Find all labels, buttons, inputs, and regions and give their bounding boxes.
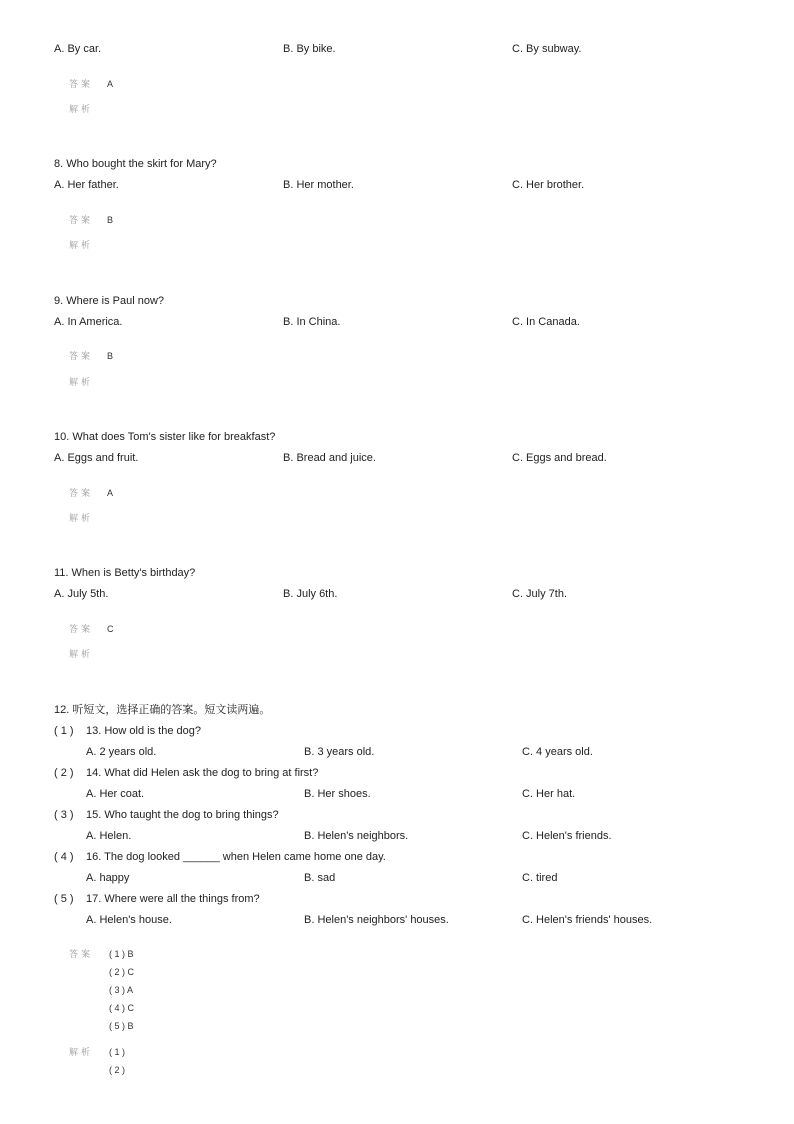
answer-value: ( 3 ) A: [109, 985, 134, 995]
option-c: C. Helen's friends' houses.: [522, 914, 653, 926]
sub-question-text: 17. Where were all the things from?: [86, 893, 260, 905]
option-b: B. sad: [304, 872, 336, 884]
answer-value: A: [107, 79, 114, 89]
option-b: B. Bread and juice.: [283, 452, 376, 464]
sub-question-text: 15. Who taught the dog to bring things?: [86, 809, 279, 821]
option-a: A. In America.: [54, 316, 123, 328]
option-c: C. In Canada.: [512, 316, 580, 328]
answer-value: ( 5 ) B: [109, 1021, 134, 1031]
sub-question-text: 16. The dog looked ______ when Helen came home one day.: [86, 851, 386, 863]
option-a: A. 2 years old.: [86, 746, 157, 758]
sub-number: ( 5 ): [54, 893, 74, 905]
question-text: 12. 听短文，选择正确的答案。短文读两遍。: [54, 704, 271, 716]
analysis-item: ( 2 ): [109, 1065, 126, 1075]
sub-number: ( 3 ): [54, 809, 74, 821]
option-a: A. Eggs and fruit.: [54, 452, 139, 464]
option-a: A. Her father.: [54, 179, 119, 191]
analysis-label: 解析: [69, 240, 94, 250]
option-c: C. 4 years old.: [522, 746, 593, 758]
analysis-item: ( 1 ): [109, 1047, 126, 1057]
option-a: A. Her coat.: [86, 788, 145, 800]
analysis-label: 解析: [69, 377, 94, 387]
option-b: B. By bike.: [283, 43, 336, 55]
option-b: B. July 6th.: [283, 588, 338, 600]
sub-number: ( 4 ): [54, 851, 74, 863]
option-a: A. Helen.: [86, 830, 132, 842]
option-c: C. tired: [522, 872, 558, 884]
option-c: C. By subway.: [512, 43, 582, 55]
answer-value: ( 2 ) C: [109, 967, 135, 977]
answer-label: 答案: [69, 79, 94, 89]
analysis-label: 解析: [69, 649, 94, 659]
option-c: C. July 7th.: [512, 588, 568, 600]
sub-question-text: 13. How old is the dog?: [86, 725, 201, 737]
analysis-label: 解析: [69, 104, 94, 114]
answer-label: 答案: [69, 624, 94, 634]
answer-label: 答案: [69, 351, 94, 361]
sub-number: ( 2 ): [54, 767, 74, 779]
option-b: B. Her shoes.: [304, 788, 371, 800]
sub-question-text: 14. What did Helen ask the dog to bring at first?: [86, 767, 319, 779]
answer-value: ( 1 ) B: [109, 949, 134, 959]
analysis-label: 解析: [69, 513, 94, 523]
option-b: B. 3 years old.: [304, 746, 375, 758]
option-b: B. Her mother.: [283, 179, 354, 191]
answer-value: B: [107, 351, 114, 361]
option-a: A. July 5th.: [54, 588, 109, 600]
option-c: C. Her hat.: [522, 788, 576, 800]
analysis-label: 解析: [69, 1047, 94, 1057]
answer-label: 答案: [69, 215, 94, 225]
question-text: 9. Where is Paul now?: [54, 295, 165, 307]
answer-value: ( 4 ) C: [109, 1003, 135, 1013]
answer-value: B: [107, 215, 114, 225]
option-a: A. happy: [86, 872, 130, 884]
answer-label: 答案: [69, 949, 94, 959]
option-b: B. Helen's neighbors.: [304, 830, 409, 842]
option-c: C. Helen's friends.: [522, 830, 612, 842]
option-b: B. Helen's neighbors' houses.: [304, 914, 449, 926]
option-c: C. Eggs and bread.: [512, 452, 607, 464]
question-text: 11. When is Betty's birthday?: [54, 567, 196, 579]
answer-label: 答案: [69, 488, 94, 498]
sub-number: ( 1 ): [54, 725, 74, 737]
option-a: A. Helen's house.: [86, 914, 172, 926]
question-text: 10. What does Tom's sister like for breakfast?: [54, 431, 276, 443]
option-a: A. By car.: [54, 43, 102, 55]
answer-value: C: [107, 624, 114, 634]
answer-value: A: [107, 488, 114, 498]
option-c: C. Her brother.: [512, 179, 585, 191]
question-text: 8. Who bought the skirt for Mary?: [54, 158, 217, 170]
option-b: B. In China.: [283, 316, 341, 328]
